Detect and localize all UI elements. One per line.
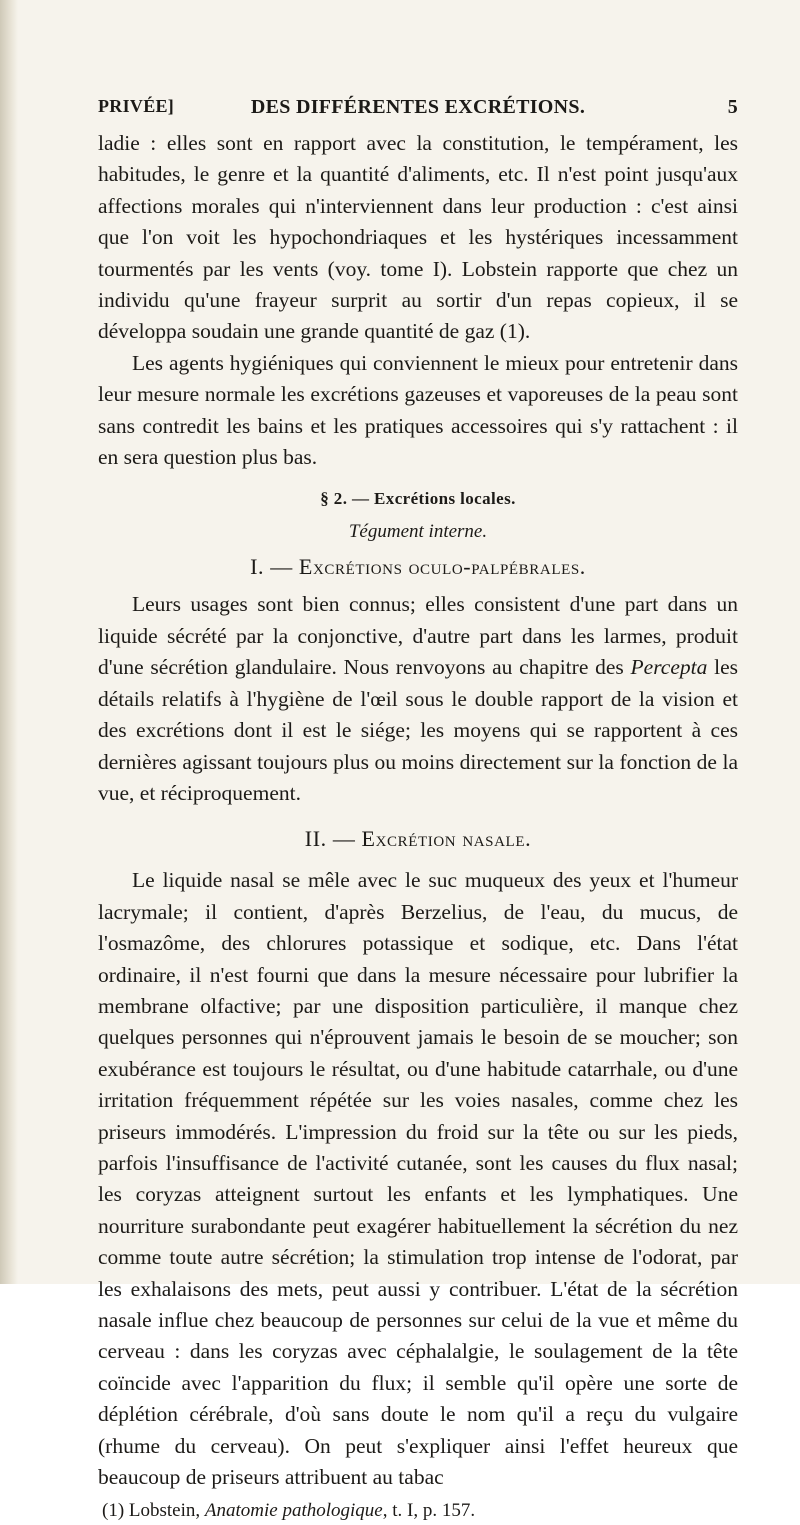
heading-oculo-palpebral: I. — Excrétions oculo-palpébrales. [250, 554, 586, 580]
page-number: 5 [727, 96, 738, 118]
header-left: PRIVÉE] [98, 96, 175, 116]
paragraph-nasal: Le liquide nasal se mêle avec le suc muqueux des yeux et l'humeur lacrymale; il contient, d'après Berzelius, de l'eau, du mucus, de l'osmazôme, des chlorures potassique et sodique, etc. Dans l'état ordinaire, il n'est fourni que dans la mesure nécessaire pour lubrifier la membrane olfactive; par une disposition particulière, il manque chez quelques personnes qui n'éprouvent jamais le besoin de se moucher; son exubérance est toujours le résultat, ou d'une habitude catarrhale, ou d'une irritation fréquemment répétée sur les voies nasales, comme chez les priseurs immodérés. L'impression du froid sur la tête ou sur les pieds, parfois l'insuffisance de l'activité cutanée, sont les causes du flux nasal; les coryzas atteignent surtout les enfants et les lymphatiques. Une nourriture surabondante peut exagérer habituellement la sécrétion du nez comme toute autre sécrétion; la stimulation trop intense de l'odorat, par les exhalaisons des mets, peut aussi y contribuer. L'état de la sécrétion nasale influe chez beaucoup de personnes sur celui de la vue et même du cerveau : dans les coryzas avec céphalalgie, le soulagement de la tête coïncide avec l'apparition du flux; il semble qu'il opère une sorte de déplétion cérébrale, d'où sans doute le nom qu'il a reçu du vulgaire (rhume du cerveau). On peut s'expliquer ainsi l'effet heureux que beaucoup de priseurs attribuent au tabac [98, 868, 738, 1490]
paragraph-oculo-text-2: les détails relatifs à l'hygiène de l'œil sous le double rapport de la vision et des excrétions dont il est le siége; les moyens qui se rapportent à ces dernières agissant toujours plus ou moins directement sur la fonction de la vue, et réciproquement. [98, 655, 738, 805]
page-spine-shadow [0, 0, 18, 1284]
heading-nasal: II. — Excrétion nasale. [304, 826, 532, 852]
body-text [98, 128, 738, 1525]
paragraph-oculo-text-1: Leurs usages sont bien connus; elles consistent d'une part dans un liquide sécrété par la conjonctive, d'autre part dans les larmes, produit d'une sécrétion glandulaire. Nous renvoyons au chapitre des [98, 592, 738, 680]
header-title: DES DIFFÉRENTES EXCRÉTIONS. [250, 96, 586, 118]
percepta-italic: Percepta [630, 655, 708, 680]
paragraph-hygiene: Les agents hygiéniques qui conviennent le mieux pour entretenir dans leur mesure normale les excrétions gazeuses et vaporeuses de la peau sont sans contredit les bains et les pratiques accessoires qui s'y rattachent : il en sera question plus bas. [98, 350, 738, 470]
footnote-title: Anatomie pathologique [204, 1500, 383, 1522]
subsection-heading: Tégument interne. [348, 521, 488, 543]
paragraph-oculo [98, 589, 738, 809]
footnote-prefix: (1) Lobstein, [102, 1500, 205, 1522]
section-heading: § 2. — Excrétions locales. [320, 489, 516, 509]
footnote-suffix: , t. I, p. 157. [382, 1500, 476, 1522]
paragraph-continued: ladie : elles sont en rapport avec la constitution, le tempérament, les habitudes, le genre et la quantité d'aliments, etc. Il n'est point jusqu'aux affections morales qui n'interviennent dans leur production : c'est ainsi que l'on voit les hypochondriaques et les hystériques incessamment tourmentés par les vents (voy. tome I). Lobstein rapporte que chez un individu qu'une frayeur surprit au sortir d'un repas copieux, il se développa soudain une grande quantité de gaz (1). [98, 131, 738, 344]
running-header [98, 96, 738, 126]
footnote [98, 1497, 738, 1525]
